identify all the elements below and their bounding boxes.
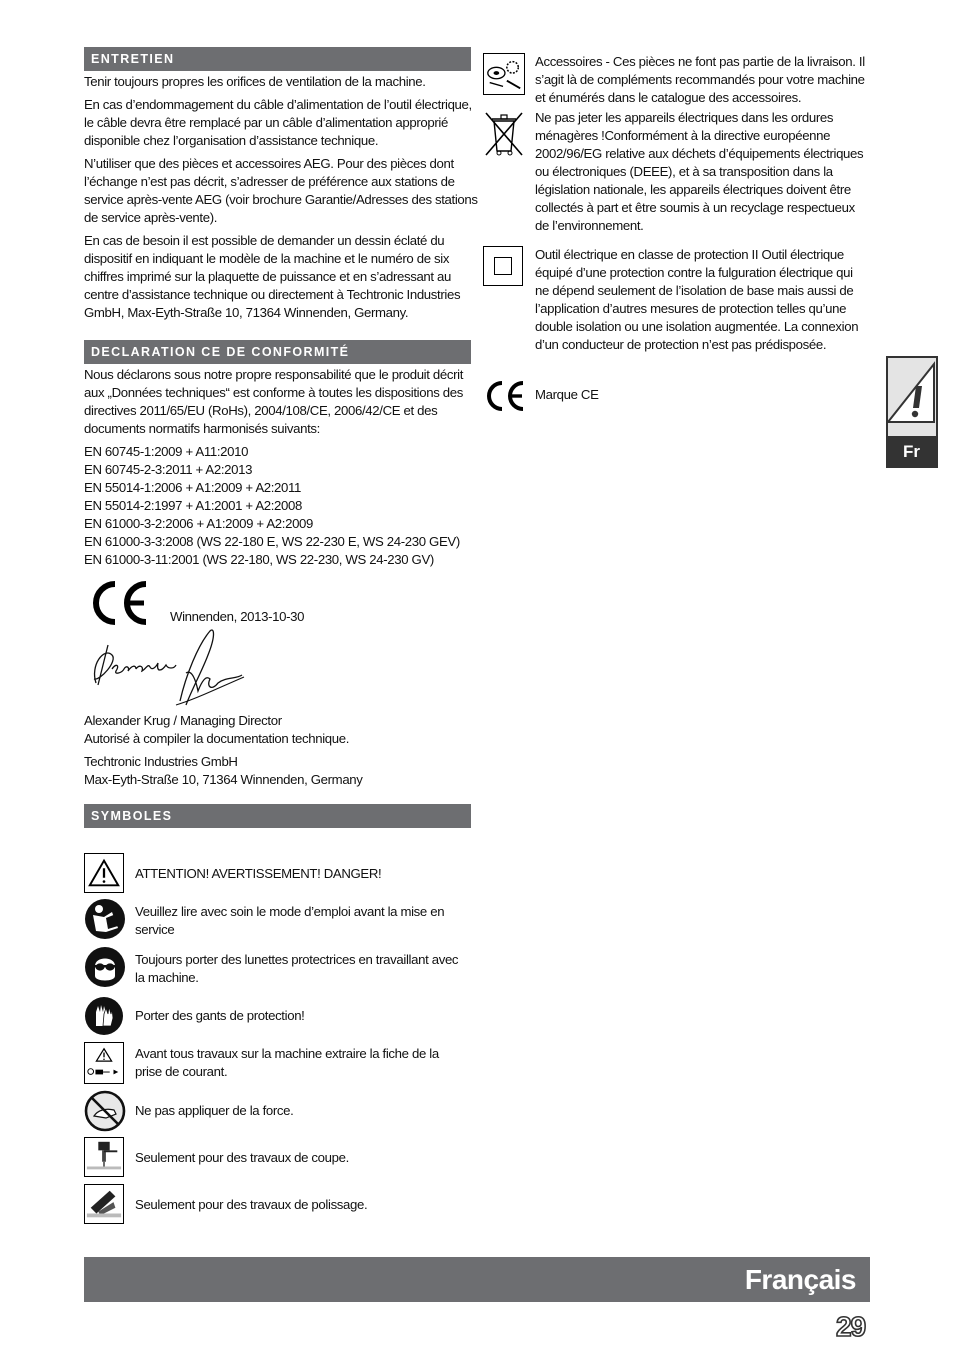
symbol-label: Ne pas jeter les appareils électriques dans les ordures ménagères !Conformément à la directive européenne 2002/96/EG relative aux déchets d’équipements électriques ou électroniques (DEEE), et à sa transposition dans la législation nationale, les appareils électriques doivent être collectés à part et être soumis à un recyclage respectueux de l’environnement.: [535, 110, 864, 233]
standard-item: EN 55014-1:2006 + A1:2009 + A2:2011: [84, 480, 302, 495]
read-manual-icon: [84, 898, 126, 940]
signature: [86, 625, 246, 713]
signer-authorization: Autorisé à compiler la documentation technique.: [84, 731, 350, 746]
symbol-label: Avant tous travaux sur la machine extraire la fiche de la prise de courant.: [135, 1046, 439, 1079]
symbol-row: [84, 1042, 474, 1084]
standard-item: EN 61000-3-3:2008 (WS 22-180 E, WS 22-230 E, WS 24-230 GEV): [84, 534, 460, 549]
symbol-label: Ne pas appliquer de la force.: [135, 1103, 294, 1118]
company-name: Techtronic Industries GmbH: [84, 754, 238, 769]
signer-block: [84, 712, 474, 789]
symbol-label: Accessoires - Ces pièces ne font pas partie de la livraison. Il s’agit là de compléments recommandés pour votre machine et énumérés dans le catalogue des accessoires.: [535, 54, 865, 105]
polishing-only-icon: [84, 1184, 124, 1224]
section-header-entretien: ENTRETIEN: [84, 47, 471, 71]
symbol-row: [84, 1137, 474, 1177]
symbol-label: Outil électrique en classe de protection II Outil électrique équipé d’une protection contre la fulguration électrique qui ne dépend seulement de l’isolation de base mais aussi de l’application d’autres mesures de protection telles qu’une double isolation ou une isolation augmentée. La connexion d’un conducteur de protection n’est pas prédisposée.: [535, 247, 859, 352]
declaration-body: [84, 366, 474, 569]
symbol-label: Marque CE: [535, 387, 599, 402]
standard-item: EN 60745-2-3:2011 + A2:2013: [84, 462, 253, 477]
entretien-body: [84, 73, 479, 327]
accessories-icon: [483, 53, 525, 95]
signer-name: Alexander Krug / Managing Director: [84, 713, 282, 728]
symbol-row: [84, 853, 474, 893]
cutting-only-icon: [84, 1137, 124, 1177]
entretien-paragraph: En cas d’endommagement du câble d’alimentation de l’outil électrique, le câble devra être remplacé par un câble d’alimentation approprié disponible chez l’organisation d’assistance technique.: [84, 97, 472, 148]
unplug-icon: [84, 1042, 124, 1084]
entretien-paragraph: En cas de besoin il est possible de demander un dessin éclaté du dispositif en indiquant le modèle de la machine et le numéro de six chiffres imprimé sur la plaquette de puissance et en s’adressant au centre d’assistance technique ou directement à Techtronic Industries GmbH, Max-Eyth-Straße 10, 71364 Winnenden, Germany.: [84, 233, 461, 320]
symbol-label: Veuillez lire avec soin le mode d’emploi avant la mise en service: [135, 904, 445, 937]
weee-bin-icon: [483, 109, 525, 159]
warning-triangle-icon: [84, 853, 124, 893]
entretien-paragraph: Tenir toujours propres les orifices de ventilation de la machine.: [84, 74, 426, 89]
class-ii-icon: [483, 246, 523, 286]
footer-language-label: Français: [744, 1264, 856, 1295]
standards-list: [84, 443, 474, 569]
symbol-label: Toujours porter des lunettes protectrices en travaillant avec la machine.: [135, 952, 459, 985]
standard-item: EN 61000-3-11:2001 (WS 22-180, WS 22-230, WS 24-230 GV): [84, 552, 434, 567]
section-header-symboles: SYMBOLES: [84, 804, 471, 828]
section-header-declaration: DECLARATION CE DE CONFORMITÉ: [84, 340, 471, 364]
standard-item: EN 55014-2:1997 + A1:2001 + A2:2008: [84, 498, 302, 513]
symbol-label: ATTENTION! AVERTISSEMENT! DANGER!: [135, 866, 382, 881]
ce-mark-icon: [483, 380, 527, 412]
symbol-row: [84, 1184, 474, 1224]
company-address: Max-Eyth-Straße 10, 71364 Winnenden, Germany: [84, 772, 363, 787]
symbol-label: Seulement pour des travaux de polissage.: [135, 1197, 368, 1212]
page-number: 29: [836, 1311, 866, 1342]
place-date: Winnenden, 2013-10-30: [170, 609, 305, 624]
symbol-row: [84, 946, 474, 990]
symbol-label: Porter des gants de protection!: [135, 1008, 305, 1023]
language-side-tab: [886, 356, 938, 468]
symbol-row: [483, 109, 873, 239]
entretien-paragraph: N’utiliser que des pièces et accessoires AEG. Pour des pièces dont l’échange n’est pas décrit, s’adresser de préférence aux stations de service après-vente AEG (voir brochure Garantie/Adresses des stations de service après-vente).: [84, 156, 478, 225]
safety-goggles-icon: [84, 946, 126, 988]
ce-mark-icon: [88, 580, 152, 626]
symbol-row: [483, 53, 873, 109]
side-tab-label: Fr: [903, 442, 920, 461]
gloves-icon: [84, 996, 124, 1036]
symbol-row: [84, 898, 474, 942]
standard-item: EN 61000-3-2:2006 + A1:2009 + A2:2009: [84, 516, 314, 531]
symbol-row: [84, 1090, 474, 1132]
no-force-icon: [84, 1090, 126, 1132]
warning-triangle-icon: [886, 356, 938, 438]
standard-item: EN 60745-1:2009 + A11:2010: [84, 444, 249, 459]
symbol-label: Seulement pour des travaux de coupe.: [135, 1150, 349, 1165]
symbol-row: [483, 246, 873, 376]
symbol-row: [84, 996, 474, 1036]
symbol-row: [483, 380, 873, 414]
footer-language-bar: [84, 1257, 870, 1302]
declaration-intro: Nous déclarons sous notre propre responsabilité que le produit décrit aux „Données techniques“ est conforme à toutes les dispositions des directives 2011/65/EU (RoHs), 2004/108/CE, 2006/42/CE et des documents normatifs harmonisés suivants:: [84, 367, 464, 436]
